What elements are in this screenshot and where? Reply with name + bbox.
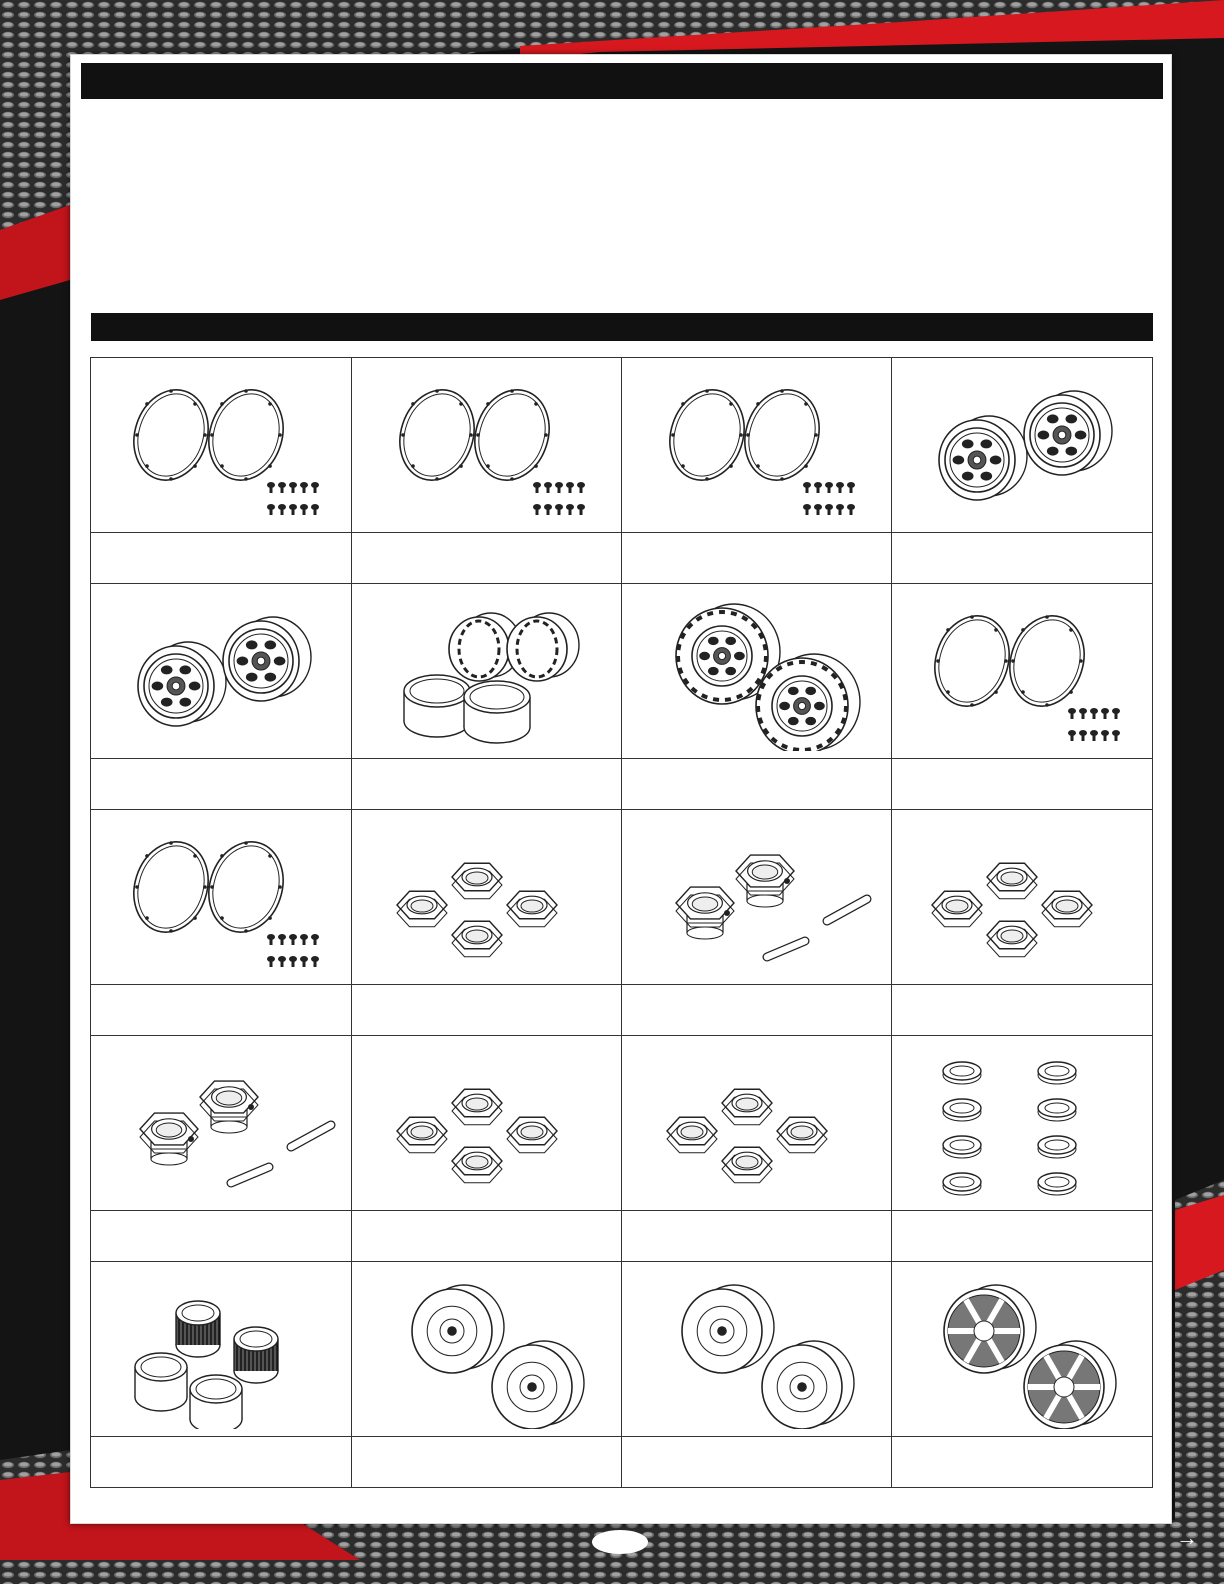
- grid-caption-row: [91, 1211, 1153, 1262]
- part-image-cell: [352, 810, 622, 985]
- part-caption: [622, 759, 891, 810]
- wheel-hexes-pins-icon: [101, 1043, 341, 1203]
- part-caption: [352, 985, 622, 1036]
- part-image-cell: [91, 810, 352, 985]
- beadlock-rings-screws-icon: [101, 817, 341, 977]
- part-caption: [91, 759, 352, 810]
- grid-caption-row: [91, 1437, 1153, 1488]
- grid-image-row: [91, 358, 1153, 533]
- section-bar: [91, 313, 1153, 341]
- paddle-tire-wheel-pair-icon: [637, 591, 877, 751]
- part-caption: [91, 533, 352, 584]
- beadlock-rings-screws-icon: [902, 591, 1142, 751]
- part-image-cell: [352, 584, 622, 759]
- beadlock-rings-screws-icon: [367, 365, 607, 525]
- hex-nuts-four-icon: [367, 1043, 607, 1203]
- header-bar: [81, 63, 1163, 99]
- part-image-cell: [891, 810, 1152, 985]
- part-image-cell: [91, 358, 352, 533]
- part-caption: [352, 533, 622, 584]
- hex-nuts-four-icon: [367, 817, 607, 977]
- page-number: [592, 1530, 648, 1554]
- part-image-cell: [891, 584, 1152, 759]
- paddle-tires-inserts-icon: [367, 591, 607, 751]
- grid-image-row: [91, 810, 1153, 985]
- part-caption: [352, 759, 622, 810]
- grid-caption-row: [91, 533, 1153, 584]
- wheel-pair-icon: [101, 591, 341, 751]
- part-caption: [622, 1211, 891, 1262]
- part-image-cell: [352, 358, 622, 533]
- part-caption: [352, 1437, 622, 1488]
- part-caption: [622, 533, 891, 584]
- spoke-wheel-pair-icon: [902, 1269, 1142, 1429]
- dish-wheel-pair-icon: [637, 1269, 877, 1429]
- part-caption: [891, 1211, 1152, 1262]
- dish-wheel-pair-icon: [367, 1269, 607, 1429]
- part-caption: [891, 533, 1152, 584]
- part-image-cell: [622, 358, 891, 533]
- hex-nuts-four-icon: [902, 817, 1142, 977]
- part-caption: [91, 1211, 352, 1262]
- part-image-cell: [622, 1036, 891, 1211]
- part-image-cell: [891, 1262, 1152, 1437]
- part-image-cell: [622, 810, 891, 985]
- wheel-pair-icon: [902, 365, 1142, 525]
- page: [70, 54, 1172, 1524]
- part-caption: [91, 1437, 352, 1488]
- next-page-arrow-icon[interactable]: →: [1176, 1525, 1198, 1550]
- hex-nuts-four-icon: [637, 1043, 877, 1203]
- part-caption: [622, 985, 891, 1036]
- grid-image-row: [91, 584, 1153, 759]
- grid-caption-row: [91, 759, 1153, 810]
- part-image-cell: [352, 1262, 622, 1437]
- part-caption: [91, 985, 352, 1036]
- part-caption: [622, 1437, 891, 1488]
- part-caption: [891, 1437, 1152, 1488]
- washers-eight-icon: [902, 1043, 1142, 1203]
- wheel-hexes-pins-icon: [637, 817, 877, 977]
- mesh-left: [0, 0, 70, 240]
- part-image-cell: [91, 584, 352, 759]
- part-image-cell: [622, 1262, 891, 1437]
- beadlock-rings-screws-icon: [101, 365, 341, 525]
- part-image-cell: [352, 1036, 622, 1211]
- part-image-cell: [891, 1036, 1152, 1211]
- grid-image-row: [91, 1262, 1153, 1437]
- beadlock-rings-screws-icon: [637, 365, 877, 525]
- grid-caption-row: [91, 985, 1153, 1036]
- tires-foam-inserts-icon: [101, 1269, 341, 1429]
- part-image-cell: [91, 1036, 352, 1211]
- part-image-cell: [891, 358, 1152, 533]
- part-image-cell: [91, 1262, 352, 1437]
- parts-grid: [90, 357, 1153, 1488]
- grid-image-row: [91, 1036, 1153, 1211]
- part-image-cell: [622, 584, 891, 759]
- part-caption: [891, 985, 1152, 1036]
- part-caption: [891, 759, 1152, 810]
- part-caption: [352, 1211, 622, 1262]
